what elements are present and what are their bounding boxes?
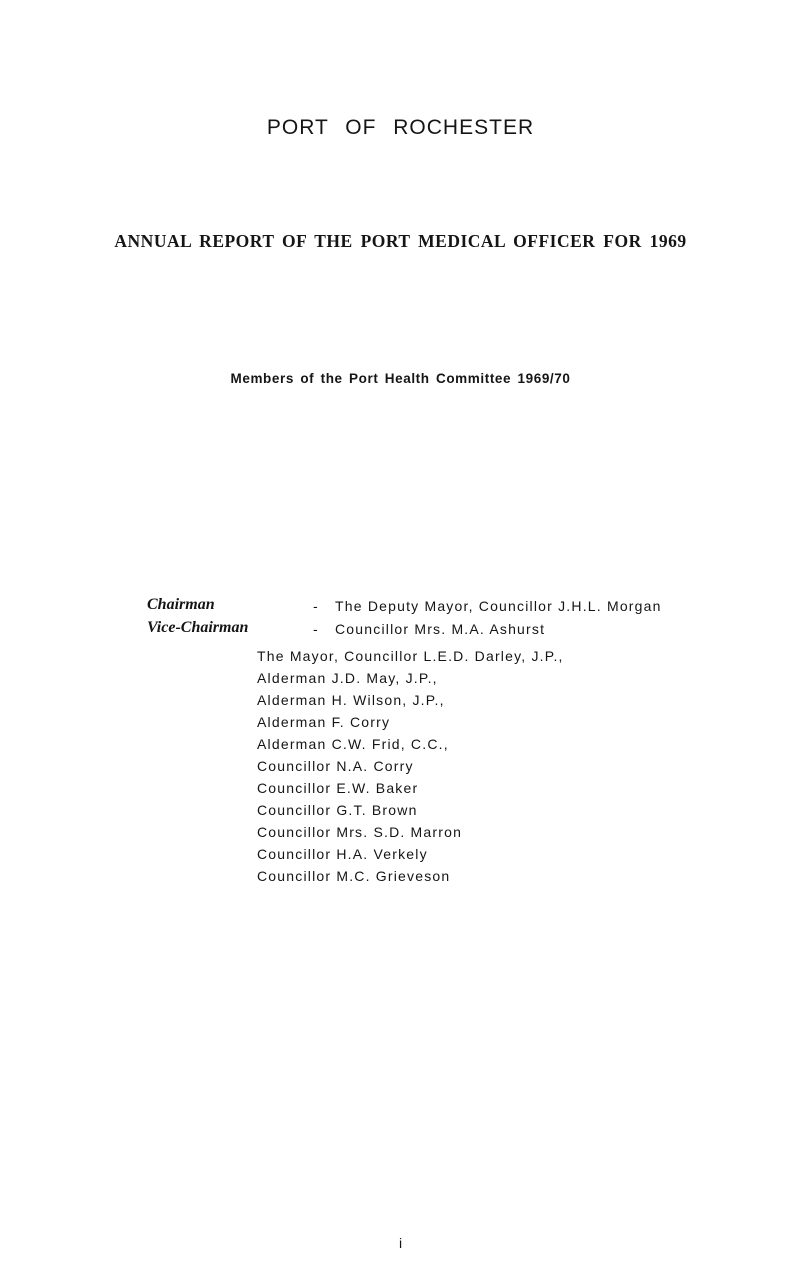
committee-heading: Members of the Port Health Committee 1969/70 [230, 371, 571, 386]
chairman-name: The Deputy Mayor, Councillor J.H.L. Morgan [335, 598, 662, 614]
member-item: Councillor H.A. Verkely [257, 846, 428, 862]
chairman-dash: - [313, 598, 318, 614]
vice-chairman-name: Councillor Mrs. M.A. Ashurst [335, 621, 546, 637]
member-item: Councillor G.T. Brown [257, 802, 418, 818]
member-item: The Mayor, Councillor L.E.D. Darley, J.P., [257, 648, 564, 664]
report-subtitle: ANNUAL REPORT OF THE PORT MEDICAL OFFICER FOR 1969 [114, 231, 687, 251]
vice-chairman-label: Vice-Chairman [147, 619, 249, 636]
vice-chairman-dash: - [313, 621, 318, 637]
page-number: i [398, 1235, 403, 1251]
member-item: Alderman J.D. May, J.P., [257, 670, 438, 686]
document-title: PORT OF ROCHESTER [266, 116, 535, 139]
member-item: Alderman C.W. Frid, C.C., [257, 736, 449, 752]
member-item: Councillor Mrs. S.D. Marron [257, 824, 463, 840]
members-list [257, 645, 564, 887]
member-item: Alderman F. Corry [257, 714, 391, 730]
member-item: Councillor N.A. Corry [257, 758, 414, 774]
member-item: Alderman H. Wilson, J.P., [257, 692, 445, 708]
chairman-label: Chairman [147, 596, 215, 613]
member-item: Councillor E.W. Baker [257, 780, 419, 796]
member-item: Councillor M.C. Grieveson [257, 868, 451, 884]
